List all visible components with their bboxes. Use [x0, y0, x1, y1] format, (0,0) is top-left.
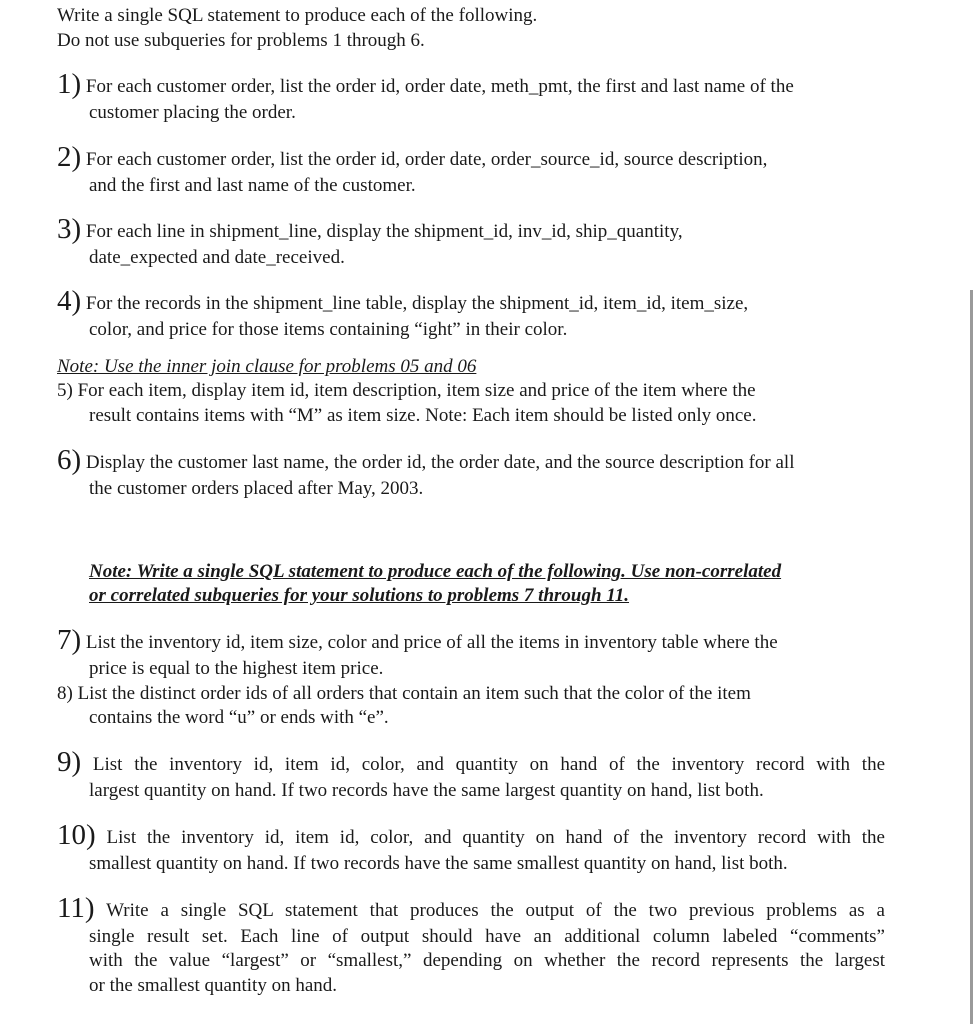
note-subquery-line-1: Note: Write a single SQL statement to produce each of the following. Use non-correlated: [89, 561, 782, 582]
problem-10-line-1: 10) List the inventory id, item id, color, and quantity on hand of the inventory record with the: [57, 819, 885, 851]
problem-2-number: 2): [57, 141, 82, 173]
problem-8-line-2: contains the word “u” or ends with “e”.: [89, 707, 389, 728]
problem-1-line-2: customer placing the order.: [89, 102, 296, 123]
intro-line-1: Write a single SQL statement to produce each of the following.: [57, 5, 538, 26]
problem-6-line-2: the customer orders placed after May, 2003.: [89, 478, 424, 499]
problem-10-number: 10): [57, 819, 96, 851]
problem-5-line-2: result contains items with “M” as item size. Note: Each item should be listed only once.: [89, 405, 757, 426]
problem-6-number: 6): [57, 444, 82, 476]
problem-4-number: 4): [57, 285, 82, 317]
problem-5-line-1: 5) For each item, display item id, item description, item size and price of the item where the: [57, 380, 756, 401]
note-subquery-line-2: or correlated subqueries for your solutions to problems 7 through 11.: [89, 585, 630, 606]
problem-2-line-2: and the first and last name of the customer.: [89, 175, 416, 196]
problem-11-line-1: 11) Write a single SQL statement that produces the output of the two previous problems as a: [57, 892, 885, 924]
problem-2-line-1: 2) For each customer order, list the order id, order date, order_source_id, source description,: [57, 141, 768, 173]
problem-11-line-3: with the value “largest” or “smallest,” depending on whether the record represents the largest: [89, 950, 885, 971]
problem-3-number: 3): [57, 213, 82, 245]
problem-11-number: 11): [57, 892, 95, 924]
problem-3-line-1: 3) For each line in shipment_line, display the shipment_id, inv_id, ship_quantity,: [57, 213, 683, 245]
problem-4-line-1: 4) For the records in the shipment_line table, display the shipment_id, item_id, item_size,: [57, 285, 749, 317]
problem-8-number: 8): [57, 683, 73, 704]
note-inner-join: Note: Use the inner join clause for problems 05 and 06: [57, 356, 477, 377]
problem-1-number: 1): [57, 68, 82, 100]
problem-4-line-2: color, and price for those items containing “ight” in their color.: [89, 319, 568, 340]
vertical-scrollbar[interactable]: [970, 290, 973, 1024]
problem-9-line-2: largest quantity on hand. If two records have the same largest quantity on hand, list both.: [89, 780, 764, 801]
problem-6-line-1: 6) Display the customer last name, the order id, the order date, and the source description for all: [57, 444, 795, 476]
problem-11-line-4: or the smallest quantity on hand.: [89, 975, 338, 996]
problem-11-line-2: single result set. Each line of output should have an additional column labeled “comments”: [89, 926, 885, 947]
problem-7-line-1: 7) List the inventory id, item size, color and price of all the items in inventory table where the: [57, 624, 778, 656]
problem-10-line-2: smallest quantity on hand. If two records have the same smallest quantity on hand, list both.: [89, 853, 788, 874]
problem-5-number: 5): [57, 380, 73, 401]
problem-8-line-1: 8) List the distinct order ids of all orders that contain an item such that the color of the item: [57, 683, 751, 704]
problem-7-number: 7): [57, 624, 82, 656]
problem-7-line-2: price is equal to the highest item price.: [89, 658, 384, 679]
intro-line-2: Do not use subqueries for problems 1 through 6.: [57, 30, 425, 51]
problem-1-line-1: 1) For each customer order, list the order id, order date, meth_pmt, the first and last name of the: [57, 68, 794, 100]
problem-9-number: 9): [57, 746, 82, 778]
problem-9-line-1: 9) List the inventory id, item id, color, and quantity on hand of the inventory record with the: [57, 746, 886, 778]
problem-3-line-2: date_expected and date_received.: [89, 247, 345, 268]
